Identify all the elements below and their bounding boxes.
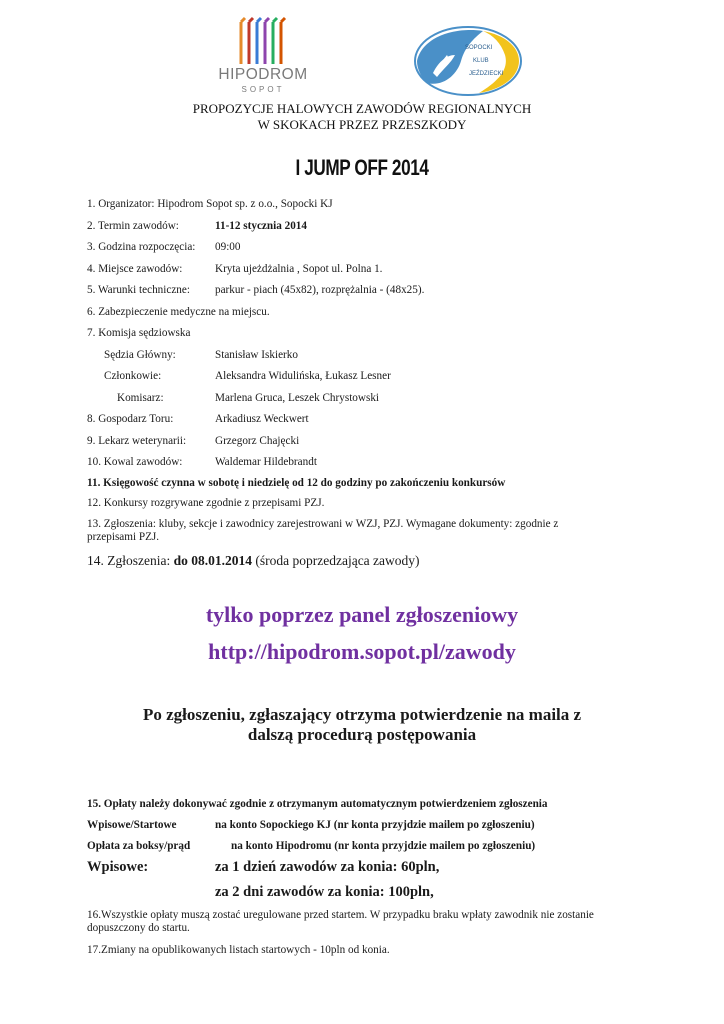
item-vet-value: Grzegorz Chajęcki — [215, 435, 300, 447]
klub-badge-icon — [413, 25, 523, 97]
panel-only-notice: tylko poprzez panel zgłoszeniowy — [205, 602, 519, 627]
svg-text:KLUB: KLUB — [473, 58, 489, 64]
fees-changes: 17.Zmiany na opublikowanych listach startowych - 10pln od konia. — [87, 944, 390, 956]
hipodrom-logo — [210, 16, 316, 106]
event-title: I JUMP OFF 2014 — [295, 155, 429, 180]
item-judge-label: Sędzia Główny: — [104, 349, 176, 361]
hipodrom-flags-icon — [210, 16, 316, 66]
item-farrier-label: 10. Kowal zawodów: — [87, 456, 183, 468]
deadline-prefix: 14. Zgłoszenia: — [87, 553, 174, 568]
item-entries-line-1: 13. Zgłoszenia: kluby, sekcje i zawodnicy zarejestrowani w WZJ, PZJ. Wymagane dokumenty: zgodnie z — [87, 518, 559, 530]
svg-text:SOPOCKI: SOPOCKI — [465, 45, 493, 51]
fees-wpisowe-label: Wpisowe: — [87, 859, 149, 875]
hipodrom-logo-sub: SOPOT — [241, 85, 285, 94]
header-line-2: W SKOKACH PRZEZ PRZESZKODY — [257, 117, 467, 132]
fees-boksy-label: Opłata za boksy/prąd — [87, 840, 191, 852]
item-organizer: 1. Organizator: Hipodrom Sopot sp. z o.o., Sopocki KJ — [87, 198, 333, 210]
item-date-value: 11-12 stycznia 2014 — [215, 220, 307, 232]
fees-wpisowe-1: za 1 dzień zawodów za konia: 60pln, — [215, 859, 440, 875]
deadline-suffix: (środa poprzedzająca zawody) — [252, 553, 420, 568]
item-farrier-value: Waldemar Hildebrandt — [215, 456, 317, 468]
deadline-date: do 08.01.2014 — [173, 553, 252, 568]
item-accounting: 11. Księgowość czynna w sobotę i niedzielę od 12 do godziny po zakończeniu konkursów — [87, 477, 506, 489]
item-tech-label: 5. Warunki techniczne: — [87, 284, 190, 296]
item-date-label: 2. Termin zawodów: — [87, 220, 179, 232]
item-start-label: 3. Godzina rozpoczęcia: — [87, 241, 196, 253]
item-members-label: Członkowie: — [104, 370, 162, 382]
item-vet-label: 9. Lekarz weterynarii: — [87, 435, 187, 447]
item-rules: 12. Konkursy rozgrywane zgodnie z przepisami PZJ. — [87, 497, 325, 509]
item-start-value: 09:00 — [215, 241, 241, 253]
item-commissar-label: Komisarz: — [117, 392, 164, 404]
fees-wpisowe-2: za 2 dni zawodów za konia: 100pln, — [215, 884, 434, 900]
item-course-label: 8. Gospodarz Toru: — [87, 413, 174, 425]
svg-text:JEŹDZIECKI: JEŹDZIECKI — [469, 71, 504, 77]
header-line-1: PROPOZYCJE HALOWYCH ZAWODÓW REGIONALNYCH — [192, 101, 532, 116]
klub-logo — [413, 25, 523, 97]
item-venue-label: 4. Miejsce zawodów: — [87, 263, 183, 275]
fees-payment-line-1: 16.Wszystkie opłaty muszą zostać uregulowane przed startem. W przypadku braku wpłaty zawodnik nie zostanie — [87, 909, 594, 921]
fees-startowe-value: na konto Sopockiego KJ (nr konta przyjdzie mailem po zgłoszeniu) — [215, 819, 535, 831]
hipodrom-logo-word: HIPODROM — [218, 66, 308, 83]
item-jury-label: 7. Komisja sędziowska — [87, 327, 191, 339]
item-course-value: Arkadiusz Weckwert — [215, 413, 309, 425]
item-venue-value: Kryta ujeżdżalnia , Sopot ul. Polna 1. — [215, 263, 383, 275]
item-entries-line-2: przepisami PZJ. — [87, 531, 160, 543]
item-judge-value: Stanisław Iskierko — [215, 349, 298, 361]
fees-payment-line-2: dopuszczony do startu. — [87, 922, 190, 934]
fees-intro: 15. Opłaty należy dokonywać zgodnie z otrzymanym automatycznym potwierdzeniem zgłoszenia — [87, 798, 548, 810]
entries-link[interactable]: http://hipodrom.sopot.pl/zawody — [208, 639, 516, 664]
fees-startowe-label: Wpisowe/Startowe — [87, 819, 177, 831]
confirmation-line-2: dalszą procedurą postępowania — [247, 725, 477, 744]
item-commissar-value: Marlena Gruca, Leszek Chrystowski — [215, 392, 380, 404]
item-members-value: Aleksandra Widulińska, Łukasz Lesner — [215, 370, 391, 382]
item-tech-value: parkur - piach (45x82), rozprężalnia - (48x25). — [215, 284, 425, 296]
item-deadline — [87, 553, 420, 569]
fees-boksy-value: na konto Hipodromu (nr konta przyjdzie mailem po zgłoszeniu) — [231, 840, 536, 852]
item-medical: 6. Zabezpieczenie medyczne na miejscu. — [87, 306, 270, 318]
confirmation-line-1: Po zgłoszeniu, zgłaszający otrzyma potwierdzenie na maila z — [142, 705, 582, 724]
